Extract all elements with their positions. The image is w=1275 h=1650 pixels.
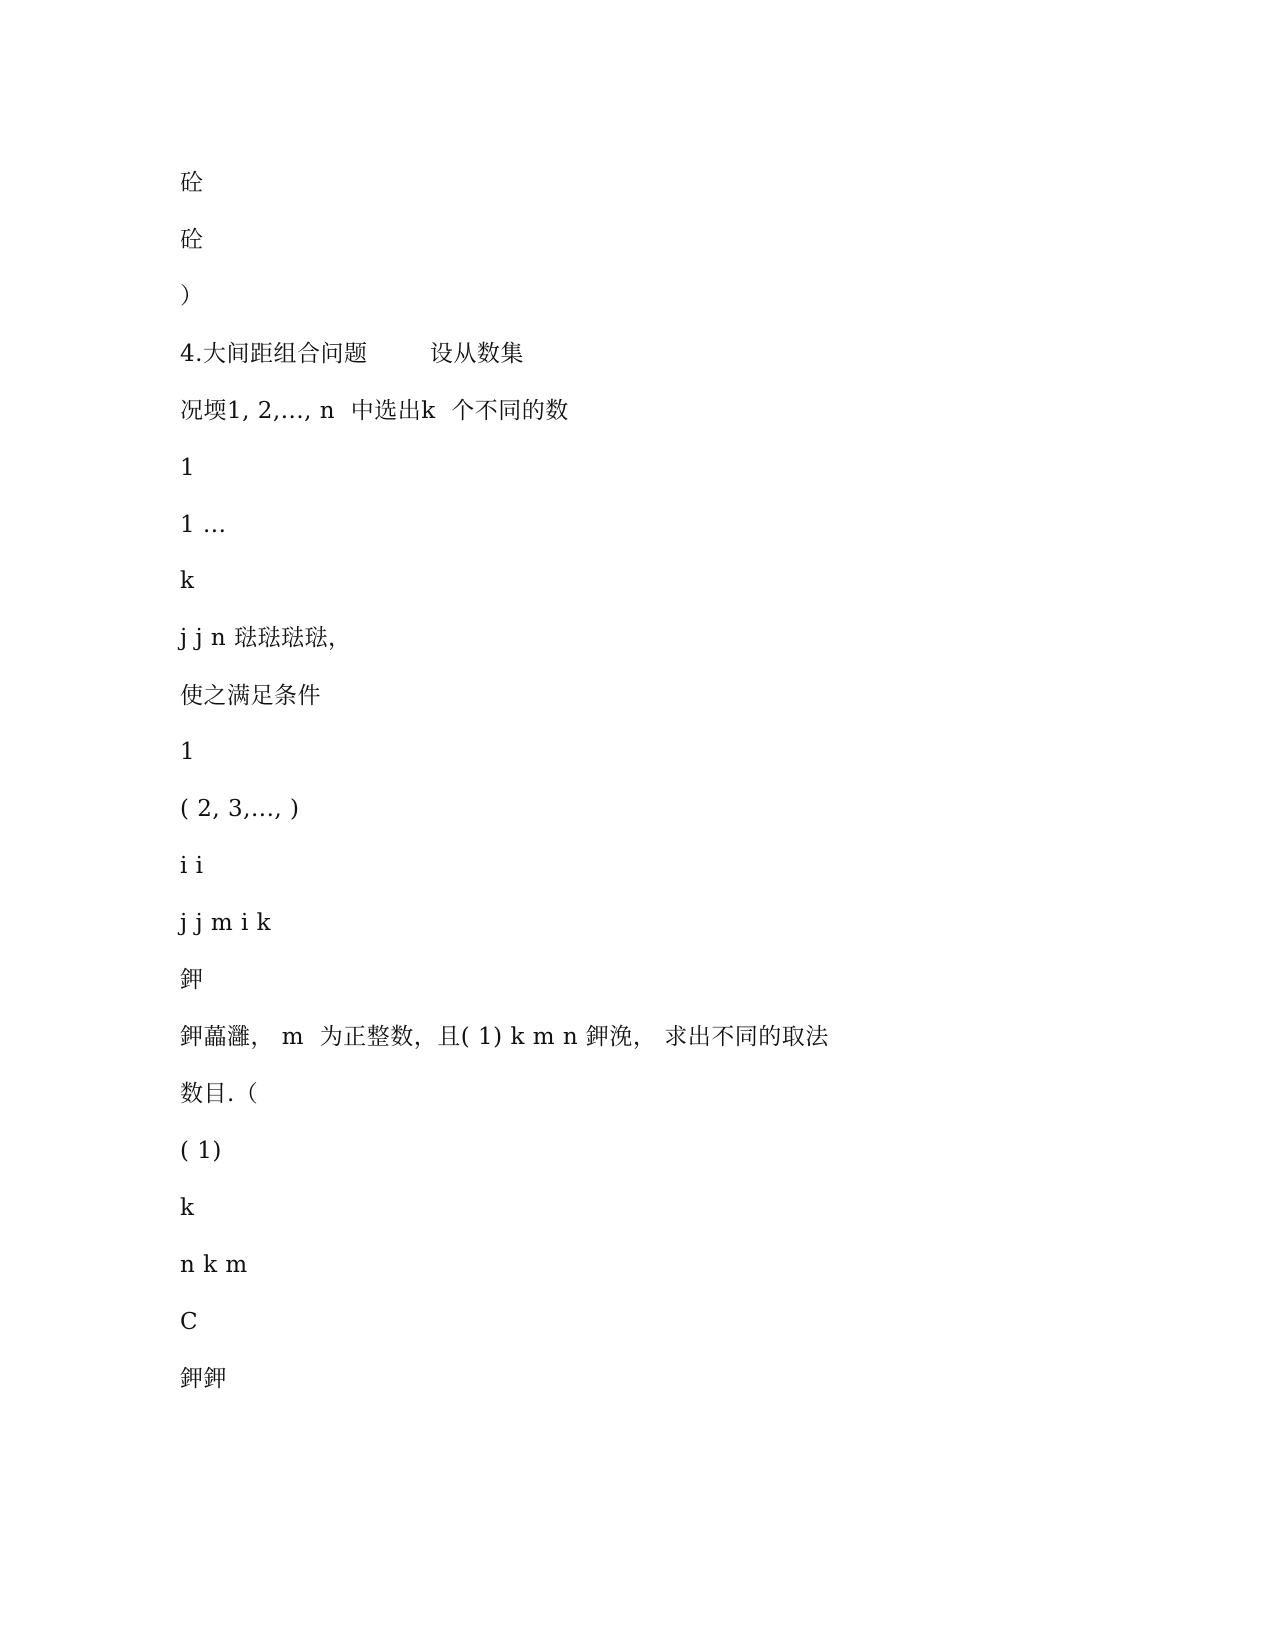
text-line: k <box>180 568 195 594</box>
text-line: j j m i k <box>180 910 272 936</box>
text-line: 1 ... <box>180 512 227 538</box>
text-line: j j n 琺琺琺琺， <box>180 625 352 651</box>
text-line: 使之满足条件 <box>180 683 321 709</box>
text-line: ） <box>180 283 204 309</box>
text-line: ( 2, 3,..., ) <box>180 796 300 822</box>
text-line: ( 1) <box>180 1138 222 1164</box>
text-line: 鉀 <box>180 967 204 993</box>
text-line: 砼 <box>180 227 204 253</box>
problem-heading: 4.大间距组合问题 设从数集 <box>180 341 524 367</box>
text-line: 砼 <box>180 170 204 196</box>
text-line: k <box>180 1195 195 1221</box>
text-line: i i <box>180 853 204 879</box>
text-line: C <box>180 1309 199 1335</box>
text-line: n k m <box>180 1252 248 1278</box>
text-line: 1 <box>180 455 196 481</box>
text-line: 数目.（ <box>180 1081 259 1107</box>
text-line: 况堧1, 2,..., n 中选出k 个不同的数 <box>180 398 569 424</box>
text-line: 鉀鉀 <box>180 1366 227 1392</box>
text-line: 鉀藟灉， m 为正整数，且( 1) k m n 鉀浼， 求出不同的取法 <box>180 1024 829 1050</box>
text-line: 1 <box>180 739 196 765</box>
